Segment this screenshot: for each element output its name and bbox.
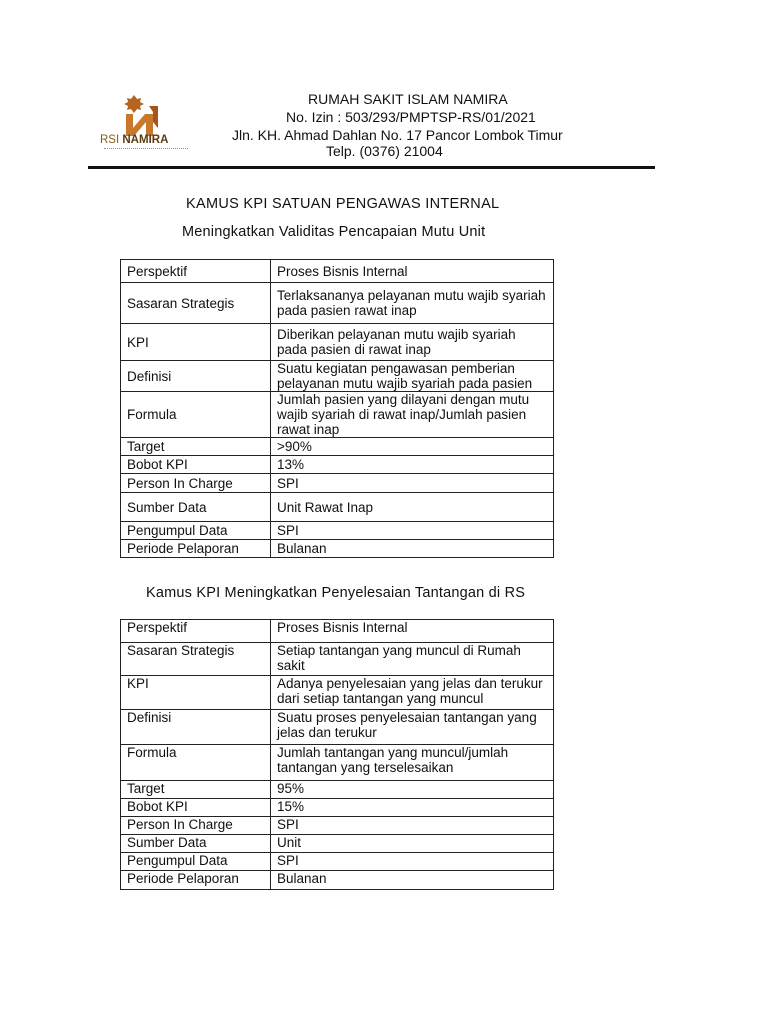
table-row — [121, 799, 554, 817]
row-key: Pengumpul Data — [121, 522, 271, 540]
table-row — [121, 817, 554, 835]
table-row — [121, 540, 554, 558]
row-value: SPI — [271, 817, 554, 835]
hospital-name: RUMAH SAKIT ISLAM NAMIRA — [308, 91, 508, 107]
row-key: Pengumpul Data — [121, 853, 271, 871]
row-key: Bobot KPI — [121, 456, 271, 474]
section2-heading: Kamus KPI Meningkatkan Penyelesaian Tantangan di RS — [146, 585, 526, 601]
row-key: Sasaran Strategis — [121, 283, 271, 324]
table-row — [121, 835, 554, 853]
table-row — [121, 438, 554, 456]
hospital-phone: Telp. (0376) 21004 — [326, 143, 443, 159]
table-row — [121, 676, 554, 710]
row-value: 95% — [271, 781, 554, 799]
row-value: Jumlah tantangan yang muncul/jumlah tantangan yang terselesaikan — [271, 745, 554, 781]
row-value: Proses Bisnis Internal — [271, 260, 554, 283]
section1-heading: Meningkatkan Validitas Pencapaian Mutu Unit — [182, 224, 486, 240]
row-key: Target — [121, 438, 271, 456]
row-key: Bobot KPI — [121, 799, 271, 817]
row-key: Sumber Data — [121, 493, 271, 522]
row-value: 15% — [271, 799, 554, 817]
row-key: Formula — [121, 745, 271, 781]
row-value: SPI — [271, 522, 554, 540]
table-row — [121, 260, 554, 283]
kpi-table-1 — [120, 259, 554, 558]
row-value: Adanya penyelesaian yang jelas dan terukur dari setiap tantangan yang muncul — [271, 676, 554, 710]
table-row — [121, 324, 554, 361]
row-key: Person In Charge — [121, 817, 271, 835]
table-row — [121, 643, 554, 676]
row-value: >90% — [271, 438, 554, 456]
row-key: KPI — [121, 324, 271, 361]
row-value: Suatu kegiatan pengawasan pemberian pelayanan mutu wajib syariah pada pasien — [271, 361, 554, 392]
row-value: Jumlah pasien yang dilayani dengan mutu wajib syariah di rawat inap/Jumlah pasien rawat inap — [271, 392, 554, 438]
row-value: SPI — [271, 474, 554, 493]
table-row — [121, 853, 554, 871]
logo-wordmark — [100, 134, 168, 146]
table-row — [121, 781, 554, 799]
row-value: Terlaksananya pelayanan mutu wajib syariah pada pasien rawat inap — [271, 283, 554, 324]
hospital-logo — [100, 92, 190, 156]
table-row — [121, 474, 554, 493]
row-key: Sumber Data — [121, 835, 271, 853]
table-row — [121, 620, 554, 643]
row-key: Formula — [121, 392, 271, 438]
license-number: No. Izin : 503/293/PMPTSP-RS/01/2021 — [286, 109, 536, 125]
row-value: Unit Rawat Inap — [271, 493, 554, 522]
table-row — [121, 283, 554, 324]
logo-rsi: RSI — [100, 134, 120, 146]
table-row — [121, 361, 554, 392]
row-value: Bulanan — [271, 871, 554, 890]
row-value: 13% — [271, 456, 554, 474]
table-row — [121, 871, 554, 890]
row-key: Perspektif — [121, 260, 271, 283]
row-value: Bulanan — [271, 540, 554, 558]
logo-tagline-line — [104, 148, 188, 151]
namira-logo-icon — [120, 92, 166, 138]
row-value: Suatu proses penyelesaian tantangan yang jelas dan terukur — [271, 710, 554, 745]
document-title: KAMUS KPI SATUAN PENGAWAS INTERNAL — [186, 196, 500, 212]
row-key: Target — [121, 781, 271, 799]
row-value: Proses Bisnis Internal — [271, 620, 554, 643]
row-value: SPI — [271, 853, 554, 871]
header-divider — [88, 166, 655, 169]
kpi-table-2 — [120, 619, 554, 890]
table-row — [121, 745, 554, 781]
row-key: Definisi — [121, 361, 271, 392]
table-row — [121, 392, 554, 438]
row-key: Sasaran Strategis — [121, 643, 271, 676]
logo-namira: NAMIRA — [122, 134, 169, 146]
row-key: Person In Charge — [121, 474, 271, 493]
table-row — [121, 456, 554, 474]
row-key: Periode Pelaporan — [121, 871, 271, 890]
row-key: Perspektif — [121, 620, 271, 643]
table-row — [121, 522, 554, 540]
row-value: Diberikan pelayanan mutu wajib syariah pada pasien di rawat inap — [271, 324, 554, 361]
row-key: Definisi — [121, 710, 271, 745]
row-value: Setiap tantangan yang muncul di Rumah sakit — [271, 643, 554, 676]
row-value: Unit — [271, 835, 554, 853]
row-key: Periode Pelaporan — [121, 540, 271, 558]
table-row — [121, 493, 554, 522]
hospital-address: Jln. KH. Ahmad Dahlan No. 17 Pancor Lombok Timur — [232, 127, 563, 143]
row-key: KPI — [121, 676, 271, 710]
table-row — [121, 710, 554, 745]
